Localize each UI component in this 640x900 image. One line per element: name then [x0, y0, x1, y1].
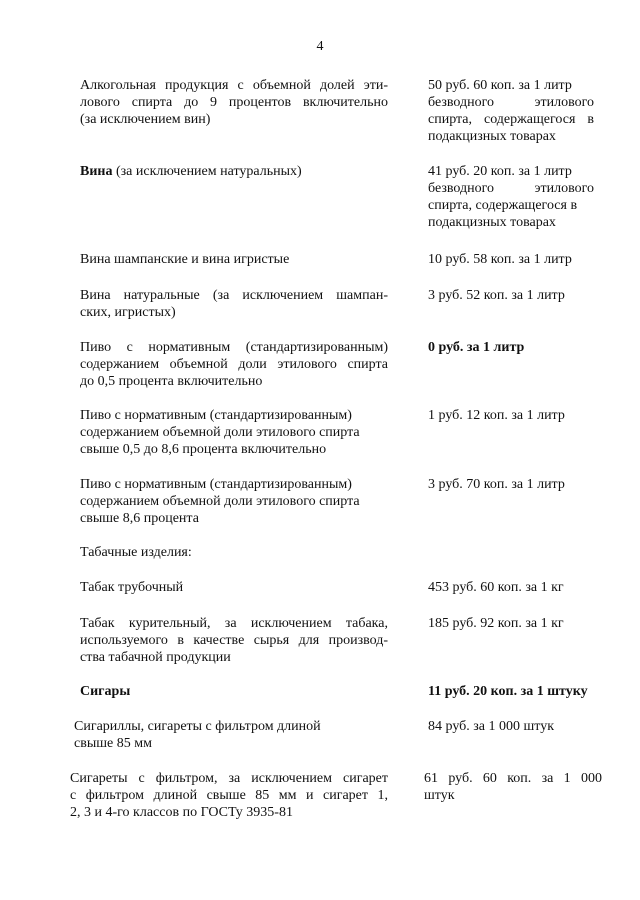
- tax-rate: [428, 163, 594, 231]
- product-name-line: Вина натуральные (за исключением шампан-: [80, 288, 388, 303]
- product-name-line: Сигары: [80, 684, 131, 699]
- product-name: [80, 339, 388, 390]
- product-name-line: используемого в качестве сырья для производ-: [80, 633, 388, 648]
- tax-rate: [428, 579, 594, 596]
- product-name: [80, 251, 388, 268]
- product-name-line: ства табачной продукции: [80, 650, 231, 665]
- product-name-line: лового спирта до 9 процентов включительно: [80, 95, 388, 110]
- tax-rate-line: 11 руб. 20 коп. за 1 штуку: [428, 684, 588, 699]
- tax-rate-line: 0 руб. за 1 литр: [428, 340, 525, 355]
- product-name-line: с фильтром длиной свыше 85 мм и сигарет 1,: [70, 788, 388, 803]
- tax-rate-line: 41 руб. 20 коп. за 1 литр: [428, 164, 572, 179]
- product-name-line: Сигариллы, сигареты с фильтром длиной: [74, 719, 321, 734]
- product-name-line: Пиво с нормативным (стандартизированным): [80, 477, 352, 492]
- tax-rate-line: 3 руб. 52 коп. за 1 литр: [428, 288, 565, 303]
- tax-rate-line: безводного этилового: [428, 95, 594, 110]
- tax-rate: [428, 407, 594, 424]
- product-name: [80, 287, 388, 321]
- tax-rate: [428, 615, 594, 632]
- product-name: [74, 718, 382, 752]
- tax-rate-line: 185 руб. 92 коп. за 1 кг: [428, 616, 564, 631]
- tax-rate: [428, 476, 594, 493]
- tax-rate-line: безводного этилового: [428, 181, 594, 196]
- tax-rate-line: 3 руб. 70 коп. за 1 литр: [428, 477, 565, 492]
- product-name: [80, 579, 388, 596]
- product-name-line: 2, 3 и 4-го классов по ГОСТу 3935-81: [70, 805, 293, 820]
- product-name-line: Сигареты с фильтром, за исключением сигарет: [70, 771, 388, 786]
- tax-rate-line: 84 руб. за 1 000 штук: [428, 719, 555, 734]
- product-name: [80, 683, 388, 700]
- product-name: [70, 770, 388, 821]
- page-number: 4: [316, 39, 324, 54]
- product-name: [80, 544, 388, 561]
- tax-rate-line: 50 руб. 60 коп. за 1 литр: [428, 78, 572, 93]
- product-name: [80, 163, 388, 180]
- product-name: [80, 476, 388, 527]
- product-name-line: Вина шампанские и вина игристые: [80, 252, 290, 267]
- product-name-line: свыше 0,5 до 8,6 процента включительно: [80, 442, 327, 457]
- product-name-line: Табак курительный, за исключением табака,: [80, 616, 388, 631]
- product-name-line: (за исключением вин): [80, 112, 211, 127]
- tax-rate: [424, 770, 602, 804]
- product-name-line: Пиво с нормативным (стандартизированным): [80, 340, 388, 355]
- tax-rate-line: 10 руб. 58 коп. за 1 литр: [428, 252, 572, 267]
- product-name: [80, 407, 388, 458]
- product-name-line: содержанием объемной доли этилового спирта: [80, 357, 388, 372]
- product-name-line: свыше 85 мм: [74, 736, 152, 751]
- tax-rate: [428, 339, 594, 356]
- tax-rate-line: 1 руб. 12 коп. за 1 литр: [428, 408, 565, 423]
- product-name-line: Табак трубочный: [80, 580, 184, 595]
- product-name-bold: Вина: [80, 164, 113, 179]
- tax-rate-line: 61 руб. 60 коп. за 1 000: [424, 771, 602, 786]
- product-name-line: ских, игристых): [80, 305, 176, 320]
- tax-rate: [428, 287, 594, 304]
- product-name-line: Алкогольная продукция с объемной долей эти-: [80, 78, 388, 93]
- tax-rate-line: подакцизных товарах: [428, 129, 556, 144]
- tax-rate-line: штук: [424, 788, 455, 803]
- tax-rate: [428, 77, 594, 145]
- tax-rate: [428, 718, 594, 735]
- product-name-line: Табачные изделия:: [80, 545, 192, 560]
- product-name: [80, 77, 388, 128]
- tax-rate: [428, 683, 594, 700]
- tax-rate: [428, 251, 594, 268]
- product-name-line: содержанием объемной доли этилового спирта: [80, 494, 360, 509]
- product-name-rest: (за исключением натуральных): [112, 164, 302, 179]
- product-name-line: содержанием объемной доли этилового спирта: [80, 425, 360, 440]
- tax-rate-line: 453 руб. 60 коп. за 1 кг: [428, 580, 564, 595]
- product-name-line: до 0,5 процента включительно: [80, 374, 263, 389]
- tax-rate-line: спирта, содержащегося в: [428, 198, 578, 213]
- product-name-line: свыше 8,6 процента: [80, 511, 199, 526]
- tax-rate-line: подакцизных товарах: [428, 215, 556, 230]
- product-name-line: Пиво с нормативным (стандартизированным): [80, 408, 352, 423]
- product-name: [80, 615, 388, 666]
- tax-rate-line: спирта, содержащегося в: [428, 112, 594, 127]
